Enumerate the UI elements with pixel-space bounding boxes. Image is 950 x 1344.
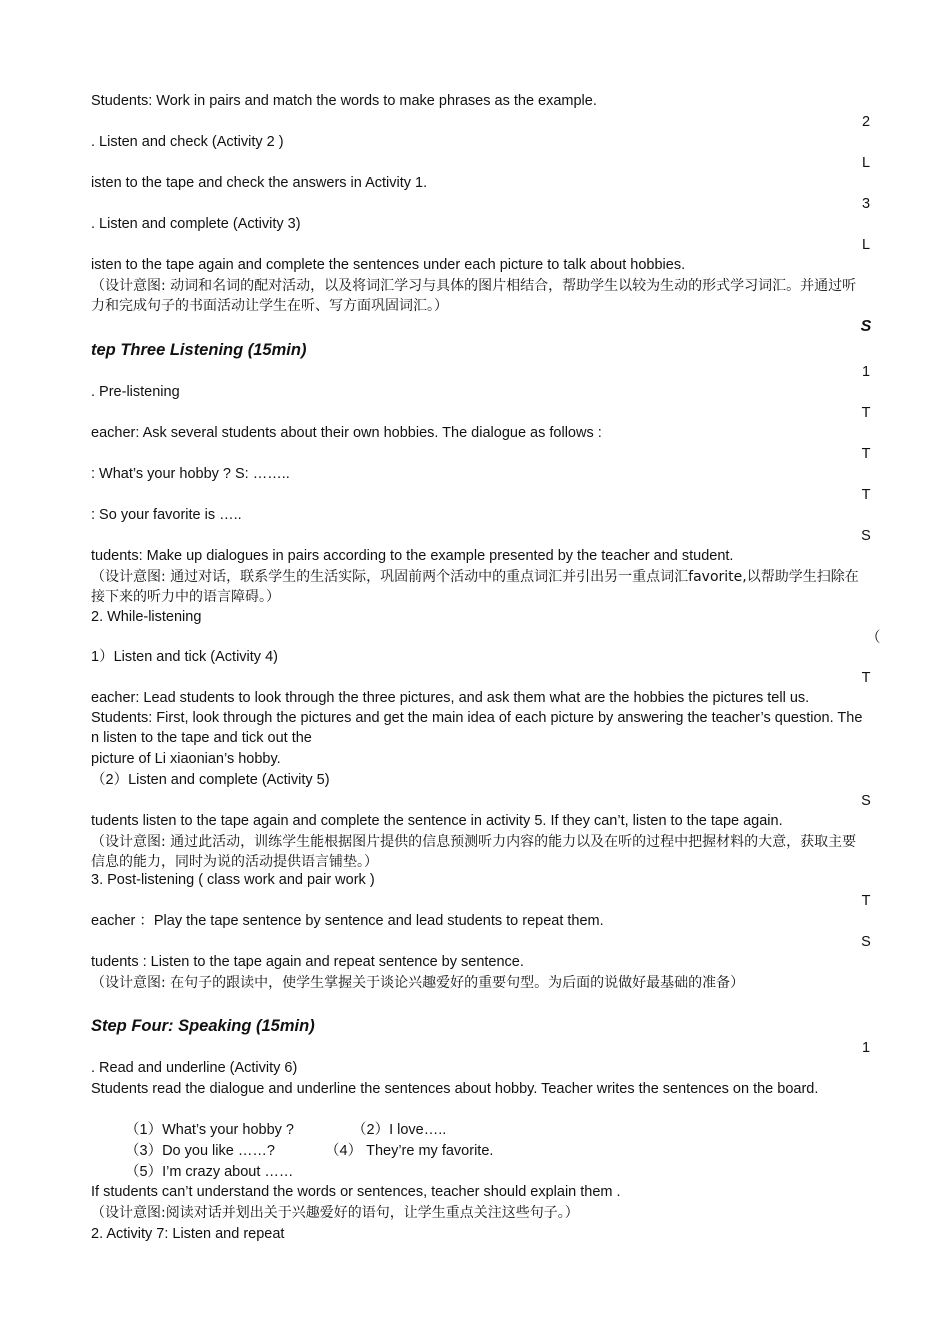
section-heading: tep Three Listening (15min) xyxy=(91,341,307,359)
text-line: （2）Listen and complete (Activity 5) xyxy=(91,772,330,788)
margin-char: T xyxy=(861,405,871,421)
text-line: eacher: Ask several students about their own hobbies. The dialogue as follows : xyxy=(91,425,602,441)
margin-char: （ xyxy=(866,630,881,646)
sentence-item: （3）Do you like ……? xyxy=(125,1143,275,1159)
sentence-item: （2）I love….. xyxy=(352,1122,447,1138)
margin-char: 1 xyxy=(861,1040,871,1056)
text-line: . Listen and check (Activity 2 ) xyxy=(91,134,284,150)
text-line: Students: First, look through the pictures and get the main idea of each picture by answering the teacher’s question. Then listen to the tape and tick out the xyxy=(91,710,863,746)
margin-char: T xyxy=(861,487,871,503)
text-line: . Listen and complete (Activity 3) xyxy=(91,216,301,232)
text-line: isten to the tape and check the answers in Activity 1. xyxy=(91,175,428,191)
text-line: tudents : Listen to the tape again and repeat sentence by sentence. xyxy=(91,954,524,970)
margin-char: L xyxy=(861,155,871,171)
margin-char: 2 xyxy=(861,114,871,130)
text-line: picture of Li xiaonian’s hobby. xyxy=(91,751,281,767)
text-line: 2. While-listening xyxy=(91,609,202,625)
text-line: : What’s your hobby ? S: …….. xyxy=(91,466,290,482)
design-intent-note: （设计意图: 通过此活动，训练学生能根据图片提供的信息预测听力内容的能力以及在听的过程中把握材料的大意，获取主要信息的能力，同时为说的活动提供语言铺垫。） xyxy=(91,834,857,870)
text-line: 1）Listen and tick (Activity 4) xyxy=(91,649,278,665)
margin-char: L xyxy=(861,237,871,253)
margin-char: 1 xyxy=(861,364,871,380)
text-line: eacher: Lead students to look through the three pictures, and ask them what are the hobbies the pictures tell us. xyxy=(91,690,810,706)
text-line: : So your favorite is ….. xyxy=(91,507,242,523)
section-heading: Step Four: Speaking (15min) xyxy=(91,1017,315,1035)
margin-char: S xyxy=(861,528,871,544)
margin-char: T xyxy=(861,670,871,686)
margin-char: T xyxy=(861,446,871,462)
text-line: isten to the tape again and complete the sentences under each picture to talk about hobbies. xyxy=(91,257,686,273)
design-intent-note: （设计意图: 通过对话，联系学生的生活实际，巩固前两个活动中的重点词汇并引出另一重点词汇favorite,以帮助学生扫除在接下来的听力中的语言障碍。） xyxy=(91,569,859,605)
text-line: tudents: Make up dialogues in pairs according to the example presented by the teacher and student. xyxy=(91,548,734,564)
margin-char: S xyxy=(861,793,871,809)
text-line: 3. Post-listening ( class work and pair work ) xyxy=(91,872,375,888)
design-intent-note: （设计意图:阅读对话并划出关于兴趣爱好的语句，让学生重点关注这些句子。） xyxy=(91,1205,579,1221)
margin-char: T xyxy=(861,893,871,909)
text-line: tudents listen to the tape again and complete the sentence in activity 5. If they can’t, listen to the tape again. xyxy=(91,813,783,829)
sentence-item: （5）I’m crazy about …… xyxy=(125,1164,294,1180)
sentence-item: （4） They’re my favorite. xyxy=(325,1143,494,1159)
text-line: Students: Work in pairs and match the words to make phrases as the example. xyxy=(91,93,597,109)
text-line: If students can’t understand the words or sentences, teacher should explain them . xyxy=(91,1184,621,1200)
text-line: . Read and underline (Activity 6) xyxy=(91,1060,298,1076)
design-intent-note: （设计意图: 动词和名词的配对活动，以及将词汇学习与具体的图片相结合，帮助学生以较为生动的形式学习词汇。并通过听力和完成句子的书面活动让学生在听、写方面巩固词汇。） xyxy=(91,278,857,314)
design-intent-note: （设计意图: 在句子的跟读中，使学生掌握关于谈论兴趣爱好的重要句型。为后面的说做好最基础的准备） xyxy=(91,975,745,991)
sentence-item: （1）What’s your hobby ? xyxy=(125,1122,294,1138)
text-line: Students read the dialogue and underline the sentences about hobby. Teacher writes the sentences on the board. xyxy=(91,1081,819,1097)
text-line: 2. Activity 7: Listen and repeat xyxy=(91,1226,285,1242)
margin-char: 3 xyxy=(861,196,871,212)
margin-char: S xyxy=(860,318,872,335)
margin-char: S xyxy=(861,934,871,950)
text-line: eacher ：Play the tape sentence by sentence and lead students to repeat them. xyxy=(91,913,604,929)
text-line: . Pre-listening xyxy=(91,384,180,400)
